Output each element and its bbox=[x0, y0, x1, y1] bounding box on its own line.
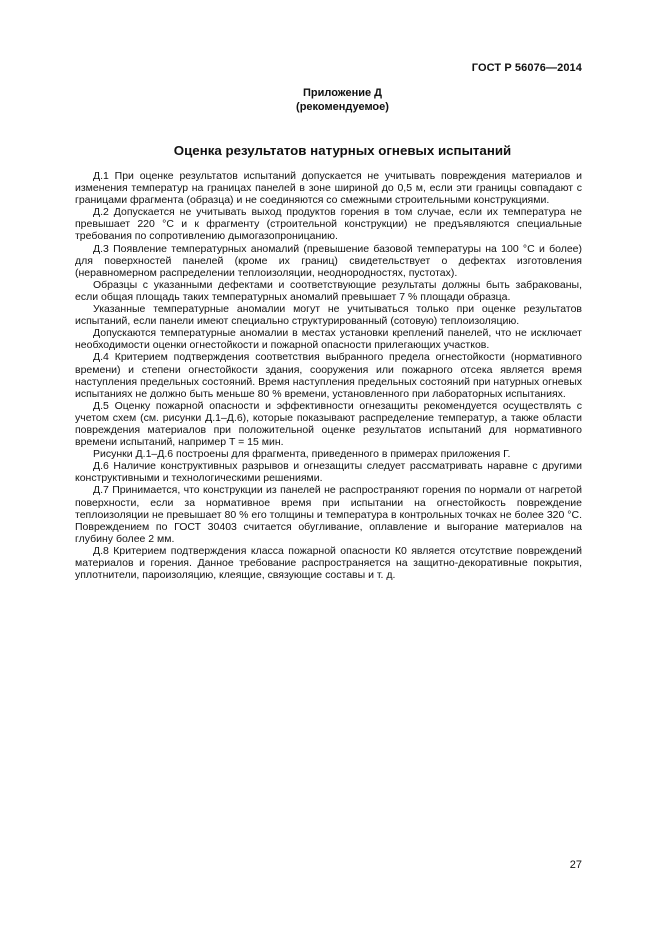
paragraph-d3-fasteners: Допускаются температурные аномалии в местах установки креплений панелей, что не исключает необходимости оценки огнестойкости и пожарной опасности прилегающих участков. bbox=[75, 327, 582, 352]
paragraph-d2: Д.2 Допускается не учитывать выход продуктов горения в том случае, если их температура не превышает 220 °С и к фрагменту (строительной конструкции) не предъявляются специальные требования по сопротивлению дымогазопроницанию. bbox=[75, 206, 582, 243]
paragraph-d5: Д.5 Оценку пожарной опасности и эффективности огнезащиты рекомендуется осуществлять с учетом схем (см. рисунки Д.1–Д.6), которые показывают распределение температур, а также области повреждения материалов при положительной оценке результатов испытаний для нормативного времени испытаний, например T = 15 мин. bbox=[75, 399, 582, 449]
page-number: 27 bbox=[569, 859, 582, 871]
paragraph-d3-defects: Образцы с указанными дефектами и соответствующие результаты должны быть забракованы, если общая площадь таких температурных аномалий превышает 7 % площади образца. bbox=[75, 278, 582, 303]
paragraph-d5-figures: Рисунки Д.1–Д.6 построены для фрагмента, приведенного в примерах приложения Г. bbox=[93, 448, 511, 461]
paragraph-d8: Д.8 Критерием подтверждения класса пожарной опасности К0 является отсутствие повреждений материалов и горения. Данное требование распространяется на защитно-декоративные покрытия, уплотнители, пароизоляцию, клеящие, связующие составы и т. д. bbox=[75, 544, 582, 582]
section-title: Оценка результатов натурных огневых испытаний bbox=[173, 143, 512, 158]
annex-title: Приложение Д bbox=[303, 87, 382, 99]
paragraph-d6: Д.6 Наличие конструктивных разрывов и огнезащиты следует рассматривать наравне с другими конструктивными и технологическими решениями. bbox=[75, 460, 582, 485]
paragraph-d3-honeycomb: Указанные температурные аномалии могут не учитываться только при оценке результатов испытаний, если панели имеют специально структурированный (сотовую) теплоизоляцию. bbox=[75, 303, 582, 328]
body-text bbox=[75, 170, 582, 581]
annex-status: (рекомендуемое) bbox=[296, 101, 389, 113]
paragraph-d1: Д.1 При оценке результатов испытаний допускается не учитывать повреждения материалов и изменения температур на границах панелей в зоне шириной до 0,5 м, если эти границы совпадают с границами фрагмента (образца) и не соединяются со смежными строительными конструкциями. bbox=[75, 170, 582, 207]
paragraph-d7: Д.7 Принимается, что конструкции из панелей не распространяют горения по нормали от нагретой поверхности, если за нормативное время при испытании на огнестойкость повреждение теплоизоляции не превышает 80 % его толщины и температура в контрольных точках не более 320 °С. Повреждением по ГОСТ 30403 считается обугливание, оплавление и выгорание материалов на глубину более 2 мм. bbox=[75, 484, 582, 545]
paragraph-d3: Д.3 Появление температурных аномалий (превышение базовой температуры на 100 °С и более) для поверхностей панелей (кроме их границ) свидетельствует о дефектах изготовления (неравномерном распределении теплоизоляции, неоднородностях, пустотах). bbox=[75, 242, 582, 279]
paragraph-d4: Д.4 Критерием подтверждения соответствия выбранного предела огнестойкости (нормативного времени) и степени огнестойкости здания, сооружения или пожарного отсека является время наступления предельных состояний. Время наступления предельных состояний при натурных огневых испытаниях не должно быть меньше 80 % времени, установленного при лабораторных испытаниях. bbox=[75, 351, 582, 400]
standard-number: ГОСТ Р 56076—2014 bbox=[471, 62, 582, 74]
